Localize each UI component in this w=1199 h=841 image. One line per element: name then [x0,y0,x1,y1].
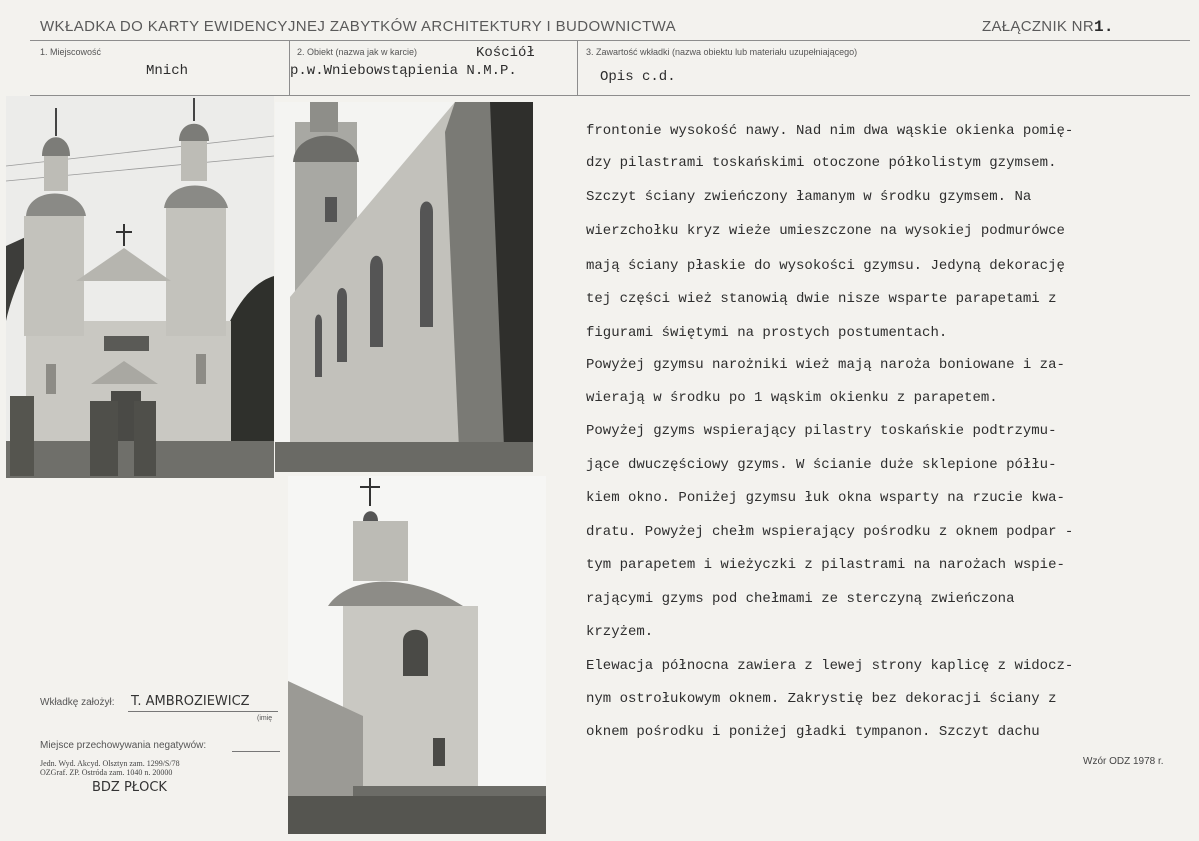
place-label: 1. Miejscowość [40,47,102,57]
text-line: nym ostrołukowym oknem. Zakrystię bez dekoracji ściany z [586,691,1057,707]
author-sublabel: (imię [257,715,273,722]
text-line: tej części wież stanowią dwie nisze wsparte parapetami z [586,291,1057,307]
text-line: mają ściany płaskie do wysokości gzymsu. Jedyną dekorację [586,258,1065,274]
content-label: 3. Zawartość wkładki (nazwa obiektu lub materiału uzupełniającego) [586,47,858,57]
text-line: wierają w środku po 1 wąskim okienku z parapetem. [586,390,998,406]
field-divider-2 [577,40,578,95]
text-line: dratu. Powyżej chełm wspierający pośrodku z oknem podpar - [586,524,1074,540]
author-line [128,711,278,712]
text-line: wierzchołku kryz wieże umieszczone na wysokiej podmurówce [586,223,1065,239]
object-value-2: p.w.Wniebowstąpienia N.M.P. [290,63,517,79]
text-line: rającymi gzyms pod chełmami ze sterczyną zwieńczona [586,591,1015,607]
content-value: Opis c.d. [600,69,676,85]
text-line: jące dwuczęściowy gzyms. W ścianie duże sklepione półłu- [586,457,1057,473]
text-line: frontonie wysokość nawy. Nad nim dwa wąskie okienka pomię- [586,123,1074,139]
storage-line [232,751,280,752]
photo-church-facade [6,96,274,478]
object-value-1: Kościół [476,45,535,61]
text-line: kiem okno. Poniżej gzymsu łuk okna wsparty na rzucie kwa- [586,490,1065,506]
text-line: Elewacja północna zawiera z lewej strony kaplicę z widocz- [586,658,1074,674]
author-label: Wkładkę założył: [40,697,115,708]
text-line: oknem pośrodku i poniżej gładki tympanon. Szczyt dachu [586,724,1040,740]
form-title: WKŁADKA DO KARTY EWIDENCYJNEJ ZABYTKÓW ARCHITEKTURY I BUDOWNICTWA [40,18,677,35]
text-line: figurami świętymi na prostych postumentach. [586,325,948,341]
print-info-2: OZGraf. ZP. Ostróda zam. 1040 n. 20000 [40,768,173,777]
text-line: Powyżej gzymsu narożniki wież mają naroża boniowane i za- [586,357,1065,373]
form-model: Wzór ODZ 1978 r. [1083,756,1164,767]
text-line: dzy pilastrami toskańskimi otoczone półkolistym gzymsem. [586,155,1057,171]
print-info-1: Jedn. Wyd. Akcyd. Olsztyn zam. 1299/S/78 [40,759,180,768]
photo-tower [288,476,546,834]
author-value: T. AMBROZIEWICZ [131,694,250,709]
place-value: Mnich [146,63,189,79]
annex-label [982,18,1114,36]
text-line: tym parapetem i wieżyczki z pilastrami na narożach wspie- [586,557,1065,573]
header-rule [30,40,1190,41]
photo-side-elevation [275,102,533,472]
object-label: 2. Obiekt (nazwa jak w karcie) [297,47,418,57]
annex-number: 1. [1093,18,1114,36]
storage-label: Miejsce przechowywania negatywów: [40,740,207,751]
annex-label-text: ZAŁĄCZNIK NR [982,18,1094,35]
storage-value: BDZ PŁOCK [92,780,167,795]
text-line: Powyżej gzyms wspierający pilastry toskańskie podtrzymu- [586,423,1057,439]
text-line: Szczyt ściany zwieńczony łamanym w środku gzymsem. Na [586,189,1032,205]
text-line: krzyżem. [586,624,654,640]
